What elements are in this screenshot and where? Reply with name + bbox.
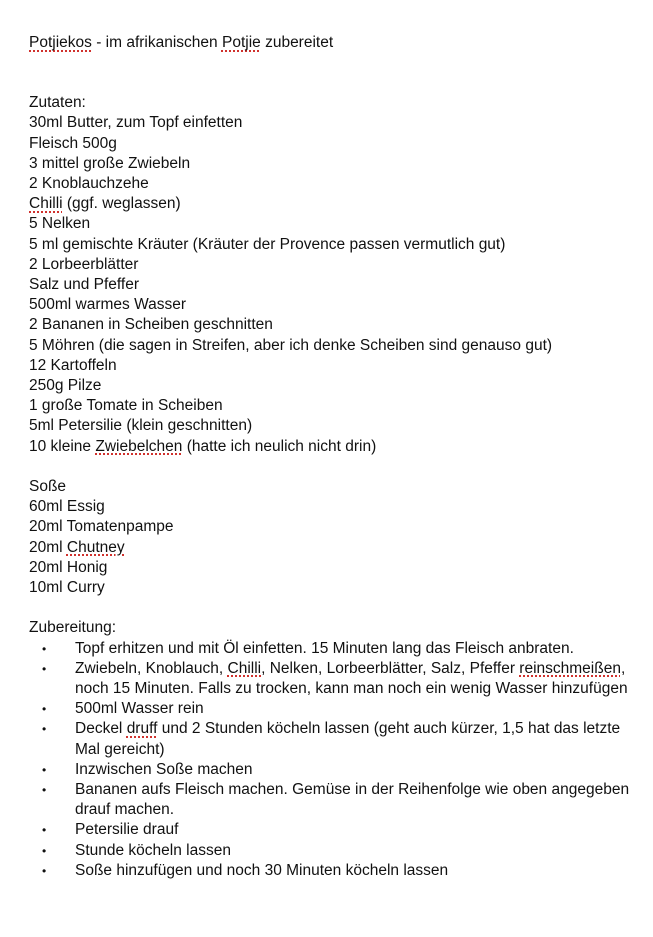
ingredients-heading: Zutaten: (29, 94, 86, 112)
ingredient-item (29, 437, 653, 457)
step-text: Inzwischen Soße machen (75, 760, 253, 778)
ingredient-item: 250g Pilze (29, 377, 102, 395)
preparation-step (29, 659, 635, 699)
sauce-heading: Soße (29, 478, 67, 496)
preparation-step (29, 699, 635, 719)
step-text: Petersilie drauf (75, 821, 179, 839)
preparation-step (29, 760, 635, 780)
bullet-icon: • (42, 823, 47, 838)
step-text (75, 720, 620, 757)
preparation-step (29, 719, 635, 759)
ingredient-item: Salz und Pfeffer (29, 276, 140, 294)
sauce-item: 10ml Curry (29, 579, 105, 597)
step-text: Bananen aufs Fleisch machen. Gemüse in der Reihenfolge wie oben angegeben drauf machen. (75, 781, 630, 819)
document-title (29, 33, 653, 53)
bullet-icon: • (42, 783, 47, 798)
ingredient-item: 5ml Petersilie (klein geschnitten) (29, 417, 253, 435)
text-run: - im afrikanischen (91, 34, 222, 51)
misspelled-word[interactable]: Chilli (29, 195, 63, 213)
text-run: (ggf. weglassen) (62, 195, 181, 213)
text-run: zubereitet (260, 34, 334, 51)
preparation-step (29, 820, 635, 840)
ingredient-item (29, 194, 653, 214)
preparation-section (29, 618, 653, 881)
text-run: und 2 Stunden köcheln lassen (geht auch kürzer, 1,5 hat das letzte Mal gereicht) (75, 720, 621, 758)
ingredient-item: 2 Lorbeerblätter (29, 255, 139, 273)
bullet-icon: • (42, 843, 47, 858)
ingredient-item: 30ml Butter, zum Topf einfetten (29, 114, 243, 132)
sauce-item (29, 538, 653, 558)
ingredients-list (29, 113, 653, 456)
step-text (75, 660, 628, 697)
sauce-item: 20ml Tomatenpampe (29, 518, 174, 536)
preparation-heading: Zubereitung: (29, 619, 117, 637)
bullet-icon: • (42, 702, 47, 717)
text-run: (hatte ich neulich nicht drin) (182, 437, 377, 455)
ingredient-item: 12 Kartoffeln (29, 356, 117, 374)
ingredient-item: 1 große Tomate in Scheiben (29, 397, 223, 415)
ingredient-item: 5 Möhren (die sagen in Streifen, aber ich denke Scheiben sind genauso gut) (29, 336, 553, 354)
step-text: Stunde köcheln lassen (75, 841, 231, 859)
text-run: 20ml (29, 538, 67, 556)
ingredient-item: 500ml warmes Wasser (29, 296, 187, 314)
sauce-section (29, 477, 653, 598)
ingredient-item: 3 mittel große Zwiebeln (29, 154, 191, 172)
preparation-steps (29, 639, 653, 881)
text-run: , Nelken, Lorbeerblätter, Salz, Pfeffer (261, 659, 520, 677)
misspelled-word[interactable]: reinschmeißen (519, 659, 621, 677)
ingredient-item: 5 ml gemischte Kräuter (Kräuter der Provence passen vermutlich gut) (29, 235, 506, 253)
ingredient-item: Fleisch 500g (29, 134, 117, 152)
sauce-item: 60ml Essig (29, 498, 105, 516)
misspelled-word[interactable]: Potjie (221, 34, 261, 51)
bullet-icon: • (42, 641, 47, 656)
ingredient-item: 2 Knoblauchzehe (29, 175, 149, 193)
misspelled-word[interactable]: Potjiekos (29, 34, 92, 51)
preparation-step (29, 639, 635, 659)
text-run: Zwiebeln, Knoblauch, (75, 659, 228, 677)
misspelled-word[interactable]: druff (126, 720, 158, 738)
preparation-step (29, 861, 635, 881)
sauce-list (29, 497, 653, 598)
step-text: Topf erhitzen und mit Öl einfetten. 15 Minuten lang das Fleisch anbraten. (75, 639, 574, 657)
misspelled-word[interactable]: Zwiebelchen (95, 437, 183, 455)
bullet-icon: • (42, 863, 47, 878)
bullet-icon: • (42, 762, 47, 777)
preparation-step (29, 841, 635, 861)
bullet-icon: • (42, 661, 47, 676)
ingredient-item: 5 Nelken (29, 215, 91, 233)
ingredient-item: 2 Bananen in Scheiben geschnitten (29, 316, 273, 334)
step-text: 500ml Wasser rein (75, 700, 204, 718)
sauce-item: 20ml Honig (29, 558, 108, 576)
step-text: Soße hinzufügen und noch 30 Minuten köcheln lassen (75, 861, 449, 879)
text-run: Deckel (75, 720, 127, 738)
text-run: 10 kleine (29, 437, 96, 455)
ingredients-section (29, 93, 653, 457)
text-run: , noch 15 Minuten. Falls zu trocken, kann man noch ein wenig Wasser hinzufügen (75, 659, 628, 698)
misspelled-word[interactable]: Chilli (227, 659, 262, 677)
preparation-step (29, 780, 635, 820)
bullet-icon: • (42, 722, 47, 737)
misspelled-word[interactable]: Chutney (66, 538, 125, 556)
